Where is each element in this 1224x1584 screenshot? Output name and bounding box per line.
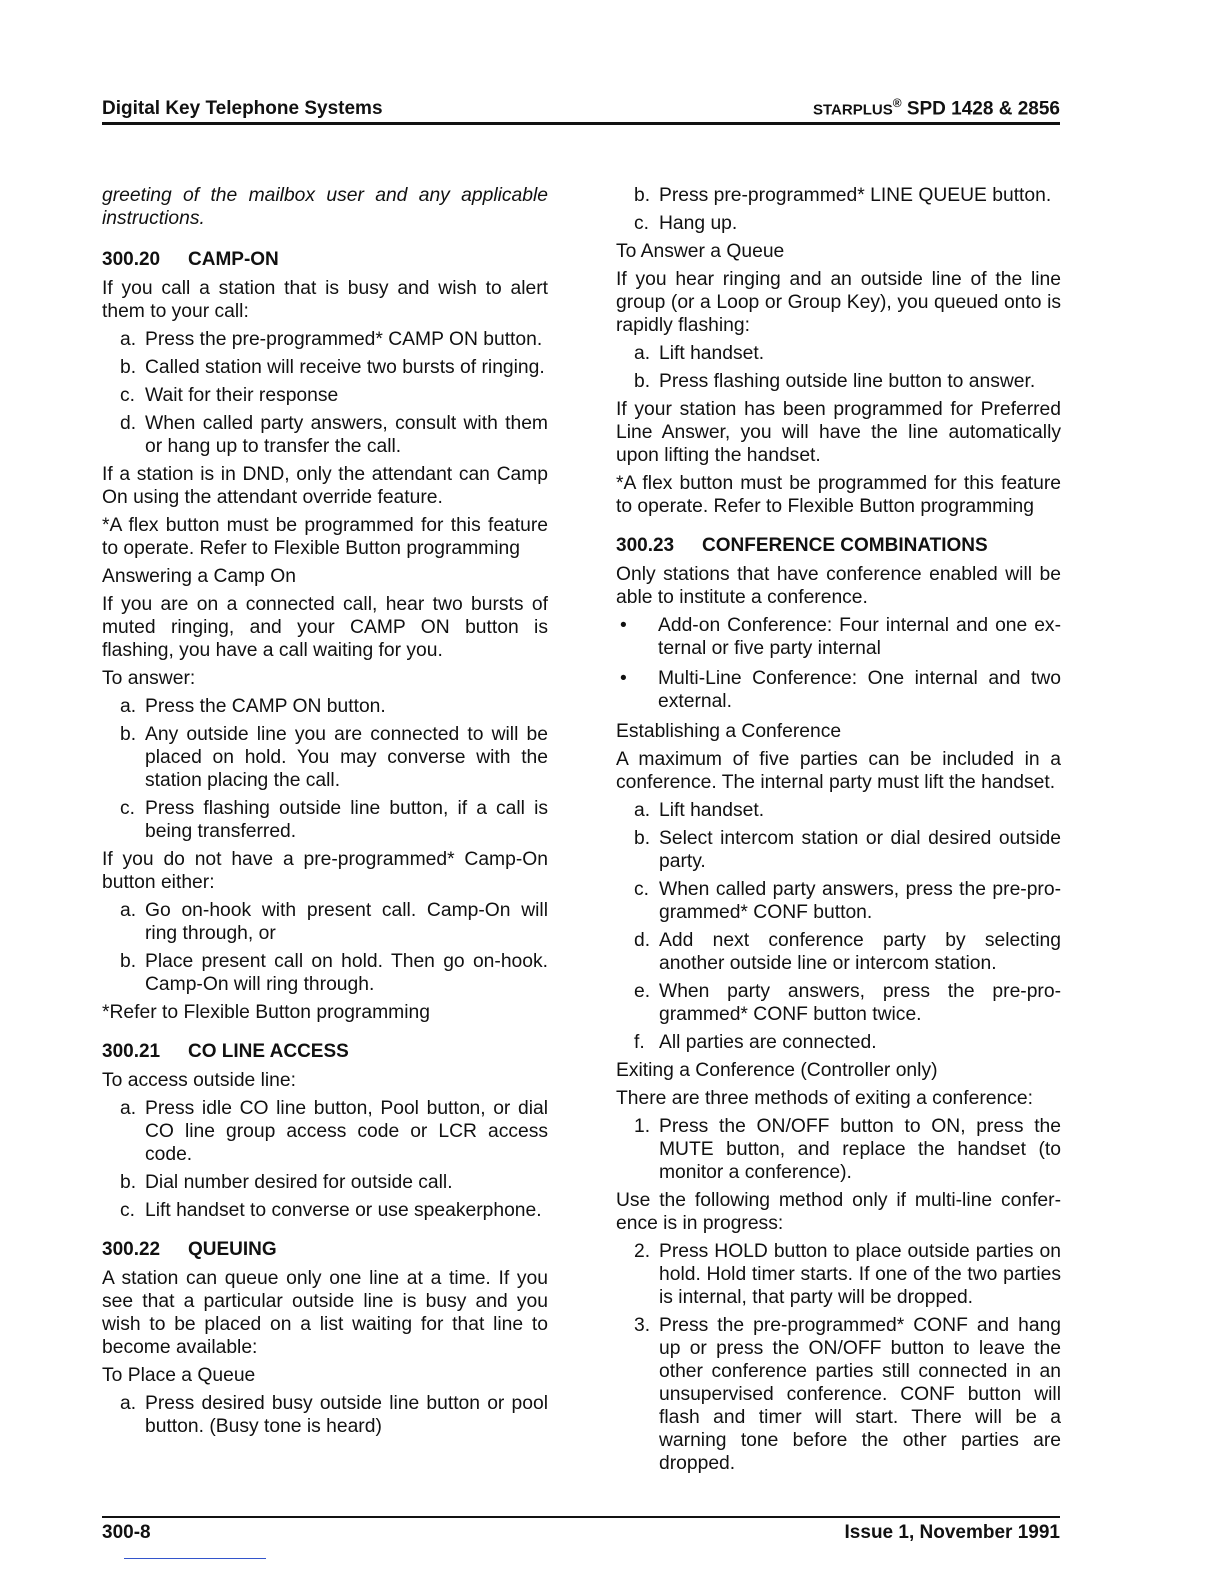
list-text: Press HOLD button to place outside parties on hold. Hold timer starts. If one of the two parties is internal, that party will be dropped.: [659, 1241, 1061, 1308]
list-item: [616, 929, 1061, 975]
subheading: To Place a Queue: [102, 1365, 256, 1386]
list-text: Lift handset to converse or use speakerphone.: [145, 1200, 542, 1221]
footnote: *A flex button must be programmed for this feature to operate. Refer to Flexible Button programming: [102, 515, 548, 559]
list-item: [616, 878, 1061, 924]
list-text: Add next conference party by selecting another outside line or intercom station.: [659, 930, 1061, 974]
list-letter: b.: [634, 828, 651, 849]
section-heading-300-22: [102, 1238, 548, 1261]
bullet-item: [616, 614, 1061, 660]
list-text: When party answers, press the pre-pro-grammed* CONF button twice.: [659, 981, 1061, 1025]
left-column: [102, 184, 548, 1443]
list-text: Press flashing outside line button, if a call is being transferred.: [145, 798, 548, 842]
subheading: Exiting a Conference (Controller only): [616, 1060, 938, 1081]
step-list: [102, 695, 548, 843]
list-text: All parties are connected.: [659, 1032, 877, 1053]
list-letter: d.: [634, 930, 651, 951]
list-text: Go on-hook with present call. Camp-On will ring through, or: [145, 900, 548, 944]
section-title: CO LINE ACCESS: [188, 1041, 349, 1062]
list-text: Lift handset.: [659, 800, 765, 821]
bullet-list: [616, 614, 1061, 713]
paragraph: To access outside line:: [102, 1070, 296, 1091]
paragraph: If you hear ringing and an outside line of the line group (or a Loop or Group Key), you queued onto is rapidly flashing:: [616, 269, 1061, 336]
section-title: CONFERENCE COMBINATIONS: [702, 535, 988, 556]
bullet-text: Multi-Line Conference: One internal and two external.: [658, 668, 1061, 712]
list-letter: b.: [120, 357, 137, 378]
list-item: [616, 827, 1061, 873]
list-item: [616, 212, 1061, 235]
list-letter: c.: [120, 798, 135, 819]
step-list: [616, 184, 1061, 235]
list-letter: b.: [634, 371, 651, 392]
section-title: QUEUING: [188, 1239, 277, 1260]
list-letter: c.: [634, 879, 649, 900]
list-item: [102, 1392, 548, 1438]
paragraph: If you are on a connected call, hear two bursts of muted ringing, and your CAMP ON button is flashing, you have a call waiting for you.: [102, 594, 548, 661]
list-letter: c.: [634, 213, 649, 234]
list-item: [616, 1115, 1061, 1184]
registered-mark: ®: [892, 95, 902, 110]
section-heading-300-23: [616, 534, 1061, 557]
step-list: [102, 1097, 548, 1222]
list-number: 3.: [634, 1315, 651, 1336]
list-item: [102, 384, 548, 407]
list-item: [616, 980, 1061, 1026]
paragraph: A station can queue only one line at a time. If you see that a particular outside line is busy and you wish to be placed on a list waiting for that line to become available:: [102, 1268, 548, 1358]
list-letter: f.: [634, 1032, 645, 1053]
list-item: [102, 356, 548, 379]
paragraph: If you do not have a pre-programmed* Camp-On button either:: [102, 849, 548, 893]
section-heading-300-20: [102, 248, 548, 271]
list-text: Press the ON/OFF button to ON, press the MUTE button, and replace the handset (to monitor a conference).: [659, 1116, 1061, 1183]
list-letter: a.: [120, 1098, 137, 1119]
list-text: Press the pre-programmed* CONF and hang up or press the ON/OFF button to leave the other conference parties still connected in an unsupervised conference. CONF button will flash and timer will start. There will be a warning tone before the other parties are dropped.: [659, 1315, 1061, 1474]
section-number: 300.21: [102, 1041, 161, 1062]
list-item: [616, 1031, 1061, 1054]
bullet-text: Add-on Conference: Four internal and one ex-ternal or five party internal: [658, 615, 1061, 659]
page-number: 300-8: [102, 1522, 151, 1543]
step-list: [616, 799, 1061, 1054]
list-letter: a.: [634, 343, 651, 364]
section-number: 300.23: [616, 535, 675, 556]
list-text: Dial number desired for outside call.: [145, 1172, 453, 1193]
footer-rule: [124, 1558, 266, 1559]
step-list: [102, 328, 548, 458]
right-column: [616, 184, 1061, 1480]
list-text: Hang up.: [659, 213, 738, 234]
subheading: Answering a Camp On: [102, 566, 296, 587]
footnote: *A flex button must be programmed for this feature to operate. Refer to Flexible Button programming: [616, 473, 1061, 517]
list-letter: a.: [120, 1393, 137, 1414]
list-letter: a.: [120, 696, 137, 717]
list-text: Press idle CO line button, Pool button, or dial CO line group access code or LCR access code.: [145, 1098, 548, 1165]
list-letter: a.: [120, 329, 137, 350]
header-title: Digital Key Telephone Systems: [102, 98, 383, 119]
paragraph: Use the following method only if multi-line confer-ence is in progress:: [616, 1190, 1061, 1234]
step-list: [102, 1392, 548, 1438]
list-text: When called party answers, press the pre-pro-grammed* CONF button.: [659, 879, 1061, 923]
list-item: [102, 695, 548, 718]
footnote: *Refer to Flexible Button programming: [102, 1002, 430, 1023]
intro-text: greeting of the mailbox user and any applicable instructions.: [102, 185, 548, 229]
header-brand: STARPLUS: [812, 101, 893, 118]
list-item: [102, 950, 548, 996]
numbered-list: [616, 1240, 1061, 1475]
list-item: [616, 184, 1061, 207]
step-list: [616, 342, 1061, 393]
paragraph: There are three methods of exiting a conference:: [616, 1088, 1033, 1109]
page-header: [102, 95, 1060, 125]
list-item: [102, 723, 548, 792]
bullet-item: [616, 667, 1061, 713]
list-text: Press the CAMP ON button.: [145, 696, 386, 717]
numbered-list: [616, 1115, 1061, 1184]
page-footer: [102, 1516, 1060, 1543]
list-item: [102, 797, 548, 843]
subheading: Establishing a Conference: [616, 721, 842, 742]
issue-date: Issue 1, November 1991: [844, 1522, 1060, 1543]
paragraph: If you call a station that is busy and wish to alert them to your call:: [102, 278, 548, 322]
list-letter: a.: [634, 800, 651, 821]
list-item: [102, 899, 548, 945]
list-letter: e.: [634, 981, 651, 1002]
list-item: [102, 328, 548, 351]
paragraph: To answer:: [102, 668, 196, 689]
bullet-dot: •: [620, 668, 627, 689]
list-letter: a.: [120, 900, 137, 921]
list-text: Lift handset.: [659, 343, 765, 364]
list-letter: b.: [120, 951, 137, 972]
list-number: 2.: [634, 1241, 651, 1262]
list-text: Wait for their response: [145, 385, 339, 406]
list-item: [616, 799, 1061, 822]
list-text: Press pre-programmed* LINE QUEUE button.: [659, 185, 1052, 206]
list-item: [616, 1314, 1061, 1475]
list-letter: b.: [120, 1172, 137, 1193]
list-text: Press desired busy outside line button or pool button. (Busy tone is heard): [145, 1393, 548, 1437]
list-letter: d.: [120, 413, 137, 434]
list-text: When called party answers, consult with them or hang up to transfer the call.: [145, 413, 548, 457]
list-item: [102, 1199, 548, 1222]
paragraph: If your station has been programmed for Preferred Line Answer, you will have the line automatically upon lifting the handset.: [616, 399, 1061, 466]
section-heading-300-21: [102, 1040, 548, 1063]
list-text: Press the pre-programmed* CAMP ON button.: [145, 329, 543, 350]
list-text: Place present call on hold. Then go on-hook. Camp-On will ring through.: [145, 951, 548, 995]
list-letter: c.: [120, 385, 135, 406]
list-item: [616, 342, 1061, 365]
section-number: 300.22: [102, 1239, 161, 1260]
list-text: Called station will receive two bursts of ringing.: [145, 357, 545, 378]
list-number: 1.: [634, 1116, 651, 1137]
list-text: Select intercom station or dial desired outside party.: [659, 828, 1061, 872]
bullet-dot: •: [620, 615, 627, 636]
header-product: [813, 96, 1060, 120]
subheading: To Answer a Queue: [616, 241, 785, 262]
list-item: [616, 1240, 1061, 1309]
step-list: [102, 899, 548, 996]
list-letter: c.: [120, 1200, 135, 1221]
paragraph: A maximum of five parties can be included in a conference. The internal party must lift the handset.: [616, 749, 1061, 793]
list-item: [616, 370, 1061, 393]
list-item: [102, 1097, 548, 1166]
paragraph: If a station is in DND, only the attendant can Camp On using the attendant override feature.: [102, 464, 548, 508]
list-letter: b.: [634, 185, 651, 206]
list-text: Any outside line you are connected to will be placed on hold. You may converse with the station placing the call.: [145, 724, 548, 791]
list-item: [102, 412, 548, 458]
section-title: CAMP-ON: [188, 249, 279, 270]
header-model: SPD 1428 & 2856: [901, 98, 1060, 119]
paragraph: Only stations that have conference enabled will be able to institute a conference.: [616, 564, 1061, 608]
list-letter: b.: [120, 724, 137, 745]
section-number: 300.20: [102, 249, 161, 270]
list-text: Press flashing outside line button to answer.: [659, 371, 1036, 392]
list-item: [102, 1171, 548, 1194]
